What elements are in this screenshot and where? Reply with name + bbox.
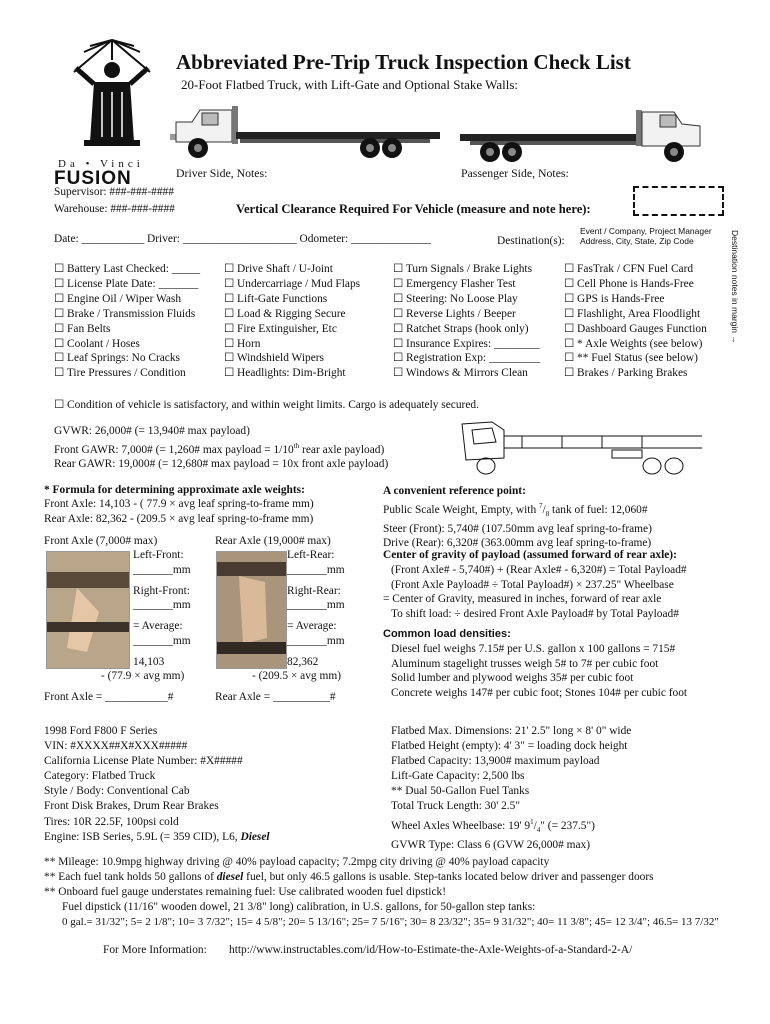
check-item[interactable]: ☐ Fan Belts (54, 322, 111, 335)
check-item[interactable]: ☐ * Axle Weights (see below) (564, 337, 703, 350)
spec-line: Flatbed Height (empty): 4' 3" = loading dock height (391, 740, 628, 753)
reference-line-3: Drive (Rear): 6,320# (363.00mm avg leaf spring-to-frame) (383, 537, 652, 550)
dipstick-calibration: 0 gal.= 31/32"; 5= 2 1/8"; 10= 3 7/32"; 15= 4 5/8"; 20= 5 13/16"; 25= 7 5/16"; 30= 8 23/32"; 35= 9 31/32"; 40= 11 3/8"; 45= 12 3/4"; 46.5= 13 7/32" (62, 916, 719, 928)
check-item[interactable]: ☐ Drive Shaft / U-Joint (224, 263, 333, 275)
rear-leaf-spring-photo (216, 551, 287, 669)
rear-constant: 82,362 (287, 656, 319, 668)
destination-hint: Event / Company, Project Manager Address, City, State, Zip Code (580, 226, 712, 246)
reference-line-1: Public Scale Weight, Empty, with $^7/_8$ tank of fuel: 12,060# (383, 501, 648, 518)
chassis-diagram (452, 414, 712, 483)
checklist-col-1[interactable] (54, 262, 200, 381)
spec-line: GVWR Type: Class 6 (GVW 26,000# max) (391, 838, 591, 851)
check-item[interactable]: ☐ Flashlight, Area Floodlight (564, 307, 701, 320)
checklist-col-4[interactable] (564, 262, 707, 381)
check-item[interactable]: ☐ Load & Rigging Secure (224, 307, 346, 320)
left-rear-label: Left-Rear: (287, 549, 335, 561)
spec-line: Tires: 10R 22.5F, 100psi cold (44, 815, 179, 828)
front-gawr-line: Front GAWR: 7,000# (= 1,260# max payload = 1/10th rear axle payload) (54, 441, 385, 456)
center-of-gravity-block (383, 548, 687, 622)
warehouse-phone: Warehouse: ###-###-#### (54, 203, 175, 215)
reference-block (383, 484, 652, 551)
check-item[interactable]: ☐ Insurance Expires: ________ (393, 337, 540, 350)
spec-line: California License Plate Number: #X##### (44, 755, 243, 768)
check-item[interactable]: ☐ Windshield Wipers (224, 352, 324, 365)
driver-side-notes-label: Driver Side, Notes: (176, 166, 268, 180)
rear-average-label: = Average: (287, 620, 337, 633)
reference-line-2: Steer (Front): 5,740# (107.50mm avg leaf spring-to-frame) (383, 522, 652, 535)
right-rear-label: Right-Rear: (287, 584, 341, 597)
clearance-input-box[interactable] (633, 186, 724, 216)
spec-line: 1998 Ford F800 F Series (44, 725, 158, 737)
check-item[interactable]: ☐ ** Fuel Status (see below) (564, 352, 698, 365)
destination-label: Destination(s): (497, 235, 565, 247)
checklist-col-3[interactable] (393, 262, 540, 381)
logo-top-text: Da • Vinci (58, 158, 144, 170)
spec-engine: Engine: ISB Series, 5.9L (= 359 CID), L6, Diesel (44, 830, 270, 843)
check-item[interactable]: ☐ Leaf Springs: No Cracks (54, 352, 180, 365)
densities-heading: Common load densities: (383, 628, 511, 640)
front-factor: - (77.9 × avg mm) (101, 670, 185, 682)
clearance-heading: Vertical Clearance Required For Vehicle (measure and note here): (236, 202, 591, 216)
check-item[interactable]: ☐ Coolant / Hoses (54, 337, 140, 350)
formula-rear: Rear Axle: 82,362 - (209.5 × avg leaf spring-to-frame mm) (44, 513, 314, 525)
cog-heading: Center of gravity of payload (assumed forward of rear axle): (383, 549, 677, 561)
right-rear-input[interactable]: _______mm (287, 599, 345, 612)
cog-line: (Front Axle Payload# ÷ Total Payload#) × 237.25" Wheelbase (391, 578, 674, 591)
cog-line: (Front Axle# - 5,740#) + (Rear Axle# - 6,320#) = Total Payload# (391, 563, 687, 576)
logo (62, 32, 162, 152)
spec-line: Total Truck Length: 30' 2.5" (391, 800, 520, 813)
truck-passenger-side-image (460, 108, 710, 171)
fuel-tank-note: ** Each fuel tank holds 50 gallons of diesel fuel, but only 46.5 gallons is usable. Step-tanks located below driver and passenger doors (44, 871, 654, 883)
fuel-notes (44, 855, 719, 930)
check-item[interactable]: ☐ Reverse Lights / Beeper (393, 307, 516, 320)
spec-line: VIN: #XXXX##X#XXX##### (44, 740, 188, 753)
flatbed-specs (391, 724, 631, 853)
condition-checkbox[interactable]: ☐ Condition of vehicle is satisfactory, and within weight limits. Cargo is adequately secured. (54, 399, 479, 411)
reference-heading: A convenient reference point: (383, 485, 526, 497)
check-item[interactable]: ☐ Engine Oil / Wiper Wash (54, 292, 182, 305)
rear-factor: - (209.5 × avg mm) (252, 670, 341, 682)
date-driver-odometer-line[interactable]: Date: ___________ Driver: ____________________ Odometer: ______________ (54, 233, 431, 245)
left-front-label: Left-Front: (133, 549, 184, 561)
front-average-input[interactable]: _______mm (133, 634, 191, 647)
right-front-input[interactable]: _______mm (133, 599, 191, 612)
checklist-col-2[interactable] (224, 262, 360, 381)
check-item[interactable]: ☐ Emergency Flasher Test (393, 277, 516, 290)
rear-average-input[interactable]: _______mm (287, 634, 345, 647)
footer-label: For More Information: (103, 944, 207, 956)
supervisor-phone: Supervisor: ###-###-#### (54, 186, 174, 198)
fuel-gauge-note: ** Onboard fuel gauge understates remaining fuel: Use calibrated wooden fuel dipstick! (44, 886, 447, 898)
spec-line: Front Disk Brakes, Drum Rear Brakes (44, 800, 219, 813)
check-item[interactable]: ☐ Steering: No Loose Play (393, 292, 518, 305)
front-axle-title: Front Axle (7,000# max) (44, 535, 158, 547)
rear-axle-measurements[interactable] (287, 548, 345, 649)
check-item[interactable]: ☐ Fire Extinguisher, Etc (224, 322, 337, 335)
formula-heading: * Formula for determining approximate axle weights: (44, 484, 305, 496)
page-subtitle: 20-Foot Flatbed Truck, with Lift-Gate and Optional Stake Walls: (181, 77, 519, 92)
page-title: Abbreviated Pre-Trip Truck Inspection Check List (176, 50, 631, 74)
density-line: Concrete weighs 147# per cubic foot; Stones 104# per cubic foot (391, 687, 688, 700)
check-item[interactable]: ☐ Lift-Gate Functions (224, 292, 328, 305)
spec-line: Style / Body: Conventional Cab (44, 785, 190, 798)
check-item[interactable]: ☐ Cell Phone is Hands-Free (564, 277, 694, 290)
logo-bottom-text: FUSION (54, 168, 132, 189)
check-item[interactable]: ☐ Brake / Transmission Fluids (54, 307, 196, 320)
check-item[interactable]: ☐ Ratchet Straps (hook only) (393, 322, 529, 335)
formula-front: Front Axle: 14,103 - ( 77.9 × avg leaf spring-to-frame mm) (44, 498, 314, 510)
check-item[interactable]: ☐ Undercarriage / Mud Flaps (224, 277, 361, 290)
truck-specs (44, 724, 270, 845)
check-item[interactable]: ☐ FasTrak / CFN Fuel Card (564, 263, 694, 275)
check-item[interactable]: ☐ Tire Pressures / Condition (54, 367, 186, 380)
front-leaf-spring-photo (46, 551, 130, 669)
check-item[interactable]: ☐ Registration Exp: _________ (393, 352, 541, 365)
check-item[interactable]: ☐ Brakes / Parking Brakes (564, 367, 688, 380)
cog-line: To shift load: ÷ desired Front Axle Payload# by Total Payload# (391, 608, 679, 621)
truck-driver-side-image (170, 100, 440, 165)
axle-ratings (54, 424, 388, 472)
gvwr-line: GVWR: 26,000# (= 13,940# max payload) (54, 425, 250, 437)
logo-figure-icon (62, 32, 162, 152)
spec-wheelbase: Wheel Axles Wheelbase: 19' $9^1/_4$" (= 237.5") (391, 817, 595, 834)
load-densities-block (383, 627, 687, 701)
front-average-label: = Average: (133, 620, 183, 633)
check-item[interactable]: ☐ Turn Signals / Brake Lights (393, 263, 533, 275)
spec-line: Flatbed Capacity: 13,900# maximum payload (391, 755, 600, 768)
rear-axle-result[interactable]: Rear Axle = __________# (215, 691, 336, 703)
check-item[interactable]: ☐ Horn (224, 337, 261, 350)
left-front-input[interactable]: _______mm (133, 563, 191, 576)
front-axle-measurements[interactable] (133, 548, 191, 649)
mileage-note: ** Mileage: 10.9mpg highway driving @ 40% payload capacity; 7.2mpg city driving @ 40% payload capacity (44, 856, 550, 868)
check-item[interactable]: ☐ License Plate Date: _______ (54, 277, 199, 290)
density-line: Aluminum stagelight trusses weigh 5# to 7# per cubic foot (391, 657, 659, 670)
check-item[interactable]: ☐ GPS is Hands-Free (564, 292, 665, 305)
left-rear-input[interactable]: _______mm (287, 563, 345, 576)
check-item[interactable]: ☐ Dashboard Gauges Function (564, 322, 707, 335)
check-item[interactable]: ☐ Windows & Mirrors Clean (393, 367, 528, 380)
spec-line: ** Dual 50-Gallon Fuel Tanks (391, 785, 530, 798)
rear-gawr-line: Rear GAWR: 19,000# (= 12,680# max payload = 10x front axle payload) (54, 458, 389, 471)
check-item[interactable]: ☐ Headlights: Dim-Bright (224, 367, 346, 380)
check-item[interactable]: ☐ Battery Last Checked: _____ (54, 263, 201, 275)
density-line: Solid lumber and plywood weighs 35# per cubic foot (391, 672, 634, 685)
cog-line: = Center of Gravity, measured in inches, forward of rear axle (383, 593, 662, 606)
rear-axle-title: Rear Axle (19,000# max) (215, 535, 331, 547)
spec-line: Category: Flatbed Truck (44, 770, 156, 783)
spec-line: Flatbed Max. Dimensions: 21' 2.5" long × 8' 0" wide (391, 725, 632, 737)
dipstick-note: Fuel dipstick (11/16" wooden dowel, 21 3/8" long) calibration, in U.S. gallons, for 50-gallon step tanks: (62, 901, 536, 913)
spec-line: Lift-Gate Capacity: 2,500 lbs (391, 770, 525, 783)
front-constant: 14,103 (133, 656, 165, 668)
front-axle-result[interactable]: Front Axle = ___________# (44, 691, 174, 703)
density-line: Diesel fuel weighs 7.15# per U.S. gallon x 100 gallons = 715# (391, 642, 676, 655)
passenger-side-notes-label: Passenger Side, Notes: (461, 166, 569, 180)
footer-link[interactable]: http://www.instructables.com/id/How-to-Estimate-the-Axle-Weights-of-a-Standard-2-A/ (229, 944, 633, 956)
right-front-label: Right-Front: (133, 584, 190, 597)
margin-note: Destination notes in margin → (730, 230, 740, 344)
